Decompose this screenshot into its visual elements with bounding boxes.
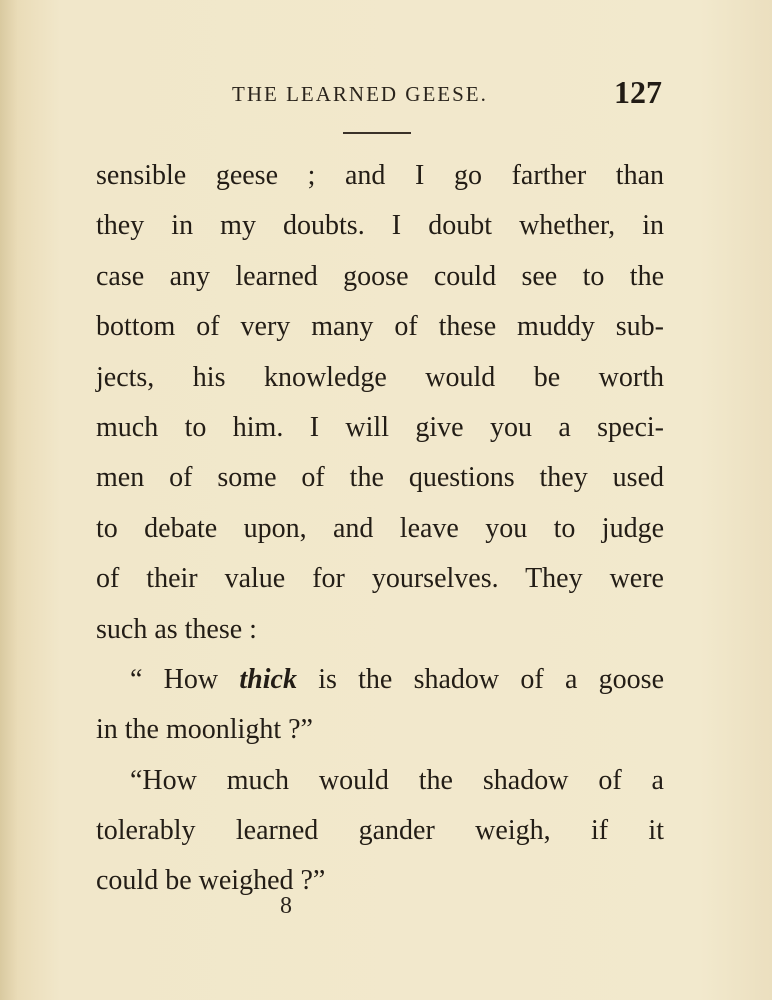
quote-2-line-1: “How much would the shadow of a <box>130 764 664 796</box>
body-text <box>96 151 664 907</box>
quote-2-line-2: tolerably learned gander weigh, if it <box>96 815 664 847</box>
quote-1-line-2: in the moonlight ?” <box>96 714 313 746</box>
quote-1-emphasis: thick <box>239 663 297 695</box>
text-line-8: to debate upon, and leave you to judge <box>96 512 664 544</box>
text-line-1: sensible geese ; and I go farther than <box>96 160 664 191</box>
text-line-10: such as these : <box>96 613 257 645</box>
header-rule <box>343 132 411 134</box>
text-line-4: bottom of very many of these muddy sub- <box>96 311 664 343</box>
text-line-3: case any learned goose could see to the <box>96 260 664 292</box>
page-number: 127 <box>614 74 662 110</box>
running-head-title: THE LEARNED GEESE. <box>232 82 488 106</box>
quote-1-line-1 <box>96 655 664 705</box>
text-line-6: much to him. I will give you a speci- <box>96 411 664 443</box>
signature-mark: 8 <box>280 893 292 919</box>
text-line-5: jects, his knowledge would be worth <box>96 361 664 393</box>
quote-1-prefix: “ How <box>130 663 240 695</box>
text-line-7: men of some of the questions they used <box>96 462 664 494</box>
text-line-2: they in my doubts. I doubt whether, in <box>96 210 664 242</box>
quote-2-line-3: could be weighed ?” <box>96 865 326 897</box>
text-line-9: of their value for yourselves. They were <box>96 563 664 595</box>
quote-1-suffix: is the shadow of a goose <box>296 663 664 695</box>
